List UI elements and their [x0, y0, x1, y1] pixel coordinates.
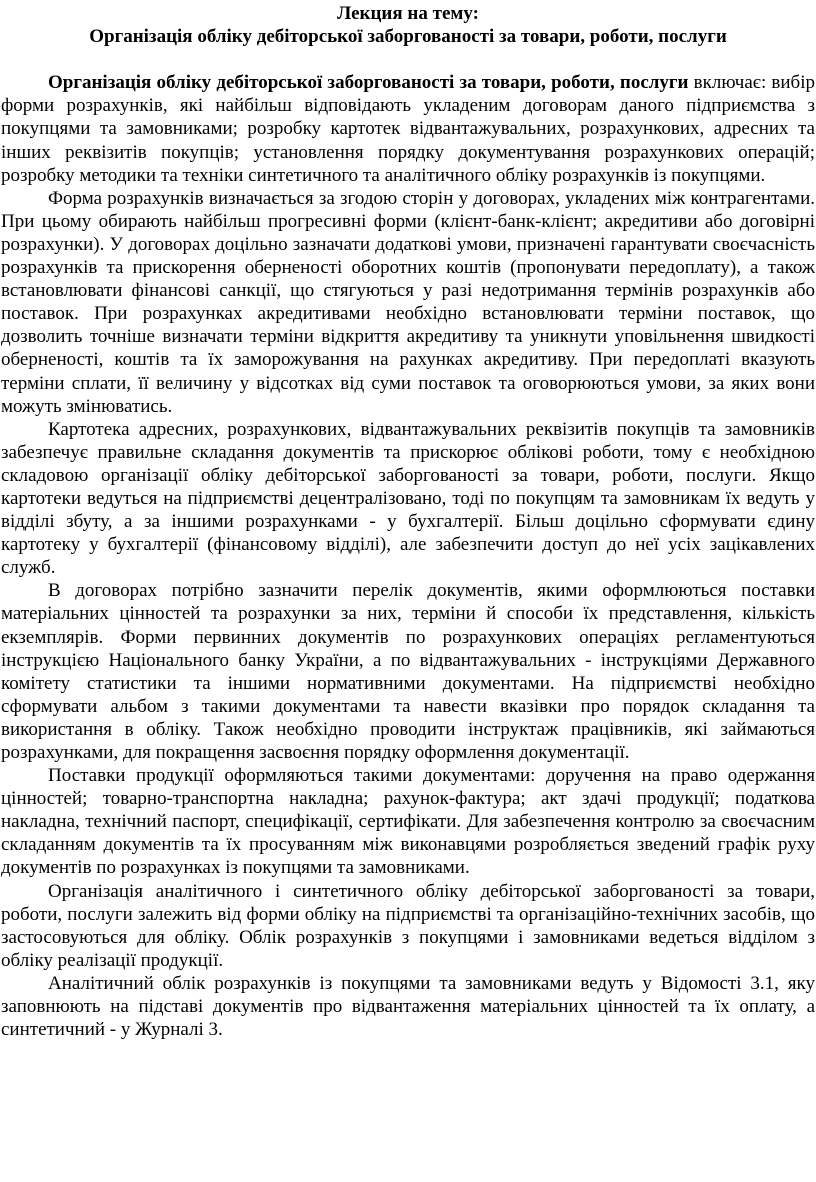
lecture-heading: Лекция на тему: [337, 3, 479, 24]
paragraph-4: В договорах потрібно зазначити перелік документів, якими оформлюються поставки матеріальних цінностей та розрахунки за них, терміни й способи їх представлення, кількість екземплярів. Форми первинних документів по розрахункових операціях регламентуються інструкцією Національного банку України, а по відвантажувальних - інструкціями Державного комітету статистики та іншими нормативними документами. На підприємстві необхідно сформувати альбом з такими документами та навести вказівки про порядок складання та використання в обліку. Також необхідно проводити інструктаж працівників, які займаються розрахунками, для покращення засвоєння порядку оформлення документації. [1, 580, 815, 763]
paragraph-2: Форма розрахунків визначається за згодою сторін у договорах, укладених між контрагентами. При цьому обирають найбільш прогресивні форми (клієнт-банк-клієнт; акредитиви або договірні розрахунки). У договорах доцільно зазначати додаткові умови, призначені гарантувати своєчасність розрахунків та прискорення оберненості оборотних коштів (пропонувати передоплату), а також встановлювати фінансові санкції, що стягуються у разі недотримання термінів розрахунків або поставок. При розрахунках акредитивами необхідно встановлювати терміни поставок, що дозволить точніше визначати терміни відкриття акредитиву та уникнути уповільнення швидкості оберненості, коштів та їх заморожування на рахунках акредитиву. При передоплаті вказують терміни сплати, її величину у відсотках від суми поставок та оговорюються умови, за яких вони можуть змінюватись. [1, 187, 815, 417]
paragraph-5: Поставки продукції оформляються такими документами: доручення на право одержання цінностей; товарно-транспортна накладна; рахунок-фактура; акт здачі продукції; податкова накладна, технічний паспорт, специфікації, сертифікати. Для забезпечення контролю за своєчасним складанням документів та їх просуванням між виконавцями розробляється зведений графік руху документів по розрахунках із покупцями та замовниками. [1, 765, 815, 879]
document-title: Організація обліку дебіторської заборгованості за товари, роботи, послуги [89, 26, 727, 48]
paragraph-3: Картотека адресних, розрахункових, відвантажувальних реквізитів покупців та замовників забезпечує правильне складання документів та прискорює облікові роботи, тому є необхідною складовою організації обліку дебіторської заборгованості за товари, роботи, послуги. Якщо картотеки ведуться на підприємстві децентралізовано, тоді по покупцям та замовникам їх ведуть у відділі збуту, а за іншими розрахунками - у бухгалтерії. Більш доцільно сформувати єдину картотеку у бухгалтерії (фінансовому відділі), але забезпечити доступ до неї усіх зацікавлених служб. [1, 418, 815, 579]
paragraph-text: включає: вибір форми розрахунків, які найбільш відповідають укладеним договорам даного підприємства з покупцями та замовниками; розробку картотек відвантажувальних, розрахункових, адресних та інших реквізитів покупців; установлення порядку документування розрахункових операцій; розробку методики та техніки синтетичного та аналітичного обліку розрахунків із покупцями. [1, 72, 815, 186]
paragraph-1 [1, 71, 815, 186]
paragraph-6: Організація аналітичного і синтетичного обліку дебіторської заборгованості за товари, роботи, послуги залежить від форми обліку на підприємстві та організаційно-технічних засобів, що застосовуються для обліку. Облік розрахунків з покупцями і замовниками ведеться відділом з обліку реалізації продукції. [1, 880, 815, 971]
spacer [1, 48, 815, 71]
paragraph-lead: Організація обліку дебіторської заборгованості за товари, роботи, послуги [48, 72, 689, 94]
paragraph-7: Аналітичний облік розрахунків із покупцями та замовниками ведуть у Відомості 3.1, яку заповнюють на підставі документів про відвантаження матеріальних цінностей та їх оплату, а синтетичний - у Журналі 3. [1, 972, 815, 1041]
